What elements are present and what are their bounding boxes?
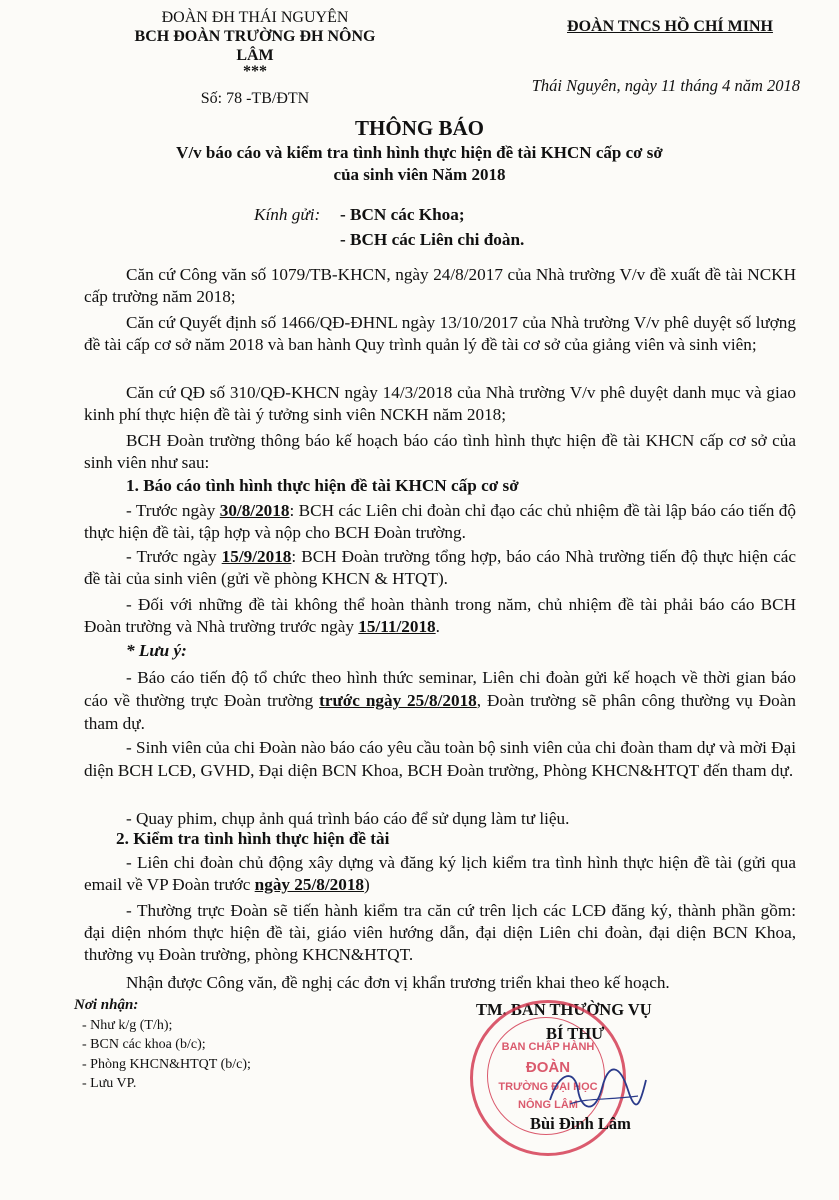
- issuer-line-2: BCH ĐOÀN TRƯỜNG ĐH NÔNG LÂM: [134, 28, 376, 64]
- section-1-item-a: - Trước ngày 30/8/2018: BCH các Liên chi đoàn chỉ đạo các chủ nhiệm đề tài lập báo cáo tiến độ thực hiện đề tài, tập hợp và nộp cho BCH Đoàn trường.: [84, 501, 796, 542]
- seal-line-1: BAN CHẤP HÀNH: [501, 1041, 595, 1053]
- seal-line-3: TRƯỜNG ĐẠI HỌC: [498, 1081, 598, 1093]
- seal-line-4: NÔNG LÂM: [518, 1099, 578, 1111]
- note-item-2: - Sinh viên của chi Đoàn nào báo cáo yêu cầu toàn bộ sinh viên của chi đoàn tham dự và mời Đại diện BCH LCĐ, GVHD, Đại diện BCN Khoa, BCH Đoàn trường, Phòng KHCN&HTQT đến tham dự.: [84, 738, 796, 780]
- section-1-item-b: - Trước ngày 15/9/2018: BCH Đoàn trường tổng hợp, báo cáo Nhà trường tiến độ thực hiện các đề tài của sinh viên (gửi về phòng KHCN & HTQT).: [84, 547, 796, 588]
- section-2-item-b: - Thường trực Đoàn sẽ tiến hành kiểm tra căn cứ trên lịch các LCĐ đăng ký, thành phần gồm: đại diện nhóm thực hiện đề tài, giáo viên hướng dẫn, đại diện Liên chi đoàn, đại diện BCN Khoa, thường vụ Đoàn trường, phòng KHCN&HTQT.: [84, 901, 796, 964]
- issuer-line-1: ĐOÀN ĐH THÁI NGUYÊN: [161, 9, 349, 26]
- signer-title: BÍ THƯ: [546, 1024, 605, 1043]
- intro-paragraph: BCH Đoàn trường thông báo kế hoạch báo cáo tình hình thực hiện đề tài KHCN cấp cơ sở của sinh viên như sau:: [84, 431, 796, 472]
- signer-name: Bùi Đình Lâm: [530, 1114, 631, 1133]
- recipient-1: - BCN các Khoa;: [340, 205, 465, 224]
- doc-title: THÔNG BÁO: [355, 116, 484, 140]
- section-2-heading: 2. Kiểm tra tình hình thực hiện đề tài: [116, 829, 390, 848]
- distribution-item: - Lưu VP.: [82, 1076, 137, 1091]
- section-2-item-a: - Liên chi đoàn chủ động xây dựng và đăng ký lịch kiểm tra tình hình thực hiện đề tài (gửi qua email về VP Đoàn trước ngày 25/8/2018): [84, 853, 796, 894]
- closing-paragraph: Nhận được Công văn, đề nghị các đơn vị khẩn trương triển khai theo kế hoạch.: [126, 973, 670, 992]
- note-heading: * Lưu ý:: [126, 641, 187, 660]
- document-date: Thái Nguyên, ngày 11 tháng 4 năm 2018: [531, 76, 800, 95]
- union-name: ĐOÀN TNCS HỒ CHÍ MINH: [567, 18, 773, 35]
- legal-basis-1: Căn cứ Công văn số 1079/TB-KHCN, ngày 24/8/2017 của Nhà trường V/v đề xuất đề tài NCKH cấp trường năm 2018;: [84, 265, 796, 306]
- note-item-3: - Quay phim, chụp ảnh quá trình báo cáo để sử dụng làm tư liệu.: [126, 809, 570, 828]
- recipient-2: - BCH các Liên chi đoàn.: [340, 230, 525, 249]
- distribution-item: - Phòng KHCN&HTQT (b/c);: [82, 1056, 251, 1072]
- handwritten-signature: [540, 1060, 650, 1120]
- signer-role: TM. BAN THƯỜNG VỤ: [476, 1000, 652, 1019]
- recipients-label: Kính gửi:: [254, 205, 321, 224]
- note-item-1: - Báo cáo tiến độ tổ chức theo hình thức seminar, Liên chi đoàn gửi kế hoạch về thời gian báo cáo về thường trực Đoàn trường trước ngày 25/8/2018, Đoàn trường sẽ phân công thường vụ Đoàn tham dự.: [84, 668, 796, 733]
- distribution-list: [74, 996, 251, 1094]
- issuer-stars: ***: [243, 63, 267, 80]
- seal-line-2: ĐOÀN: [525, 1059, 571, 1076]
- doc-subtitle-2: của sinh viên Năm 2018: [333, 165, 506, 184]
- legal-basis-2: Căn cứ Quyết định số 1466/QĐ-ĐHNL ngày 13/10/2017 của Nhà trường V/v phê duyệt số lượng đề tài cấp cơ sở năm 2018 và ban hành Quy trình quản lý đề tài cơ sở của giảng viên và sinh viên;: [84, 313, 796, 354]
- issuer-block: [115, 8, 395, 108]
- legal-basis-3: Căn cứ QĐ số 310/QĐ-KHCN ngày 14/3/2018 của Nhà trường V/v phê duyệt danh mục và giao kinh phí thực hiện đề tài ý tưởng sinh viên NCKH năm 2018;: [84, 383, 796, 424]
- document-number: Số: 78 -TB/ĐTN: [200, 90, 310, 107]
- distribution-item: - Như k/g (T/h);: [82, 1017, 173, 1033]
- section-1-heading: 1. Báo cáo tình hình thực hiện đề tài KHCN cấp cơ sở: [126, 476, 519, 495]
- section-1-item-c: - Đối với những đề tài không thể hoàn thành trong năm, chủ nhiệm đề tài phải báo cáo BCH Đoàn trường và Nhà trường trước ngày 15/11/2018.: [84, 595, 796, 636]
- distribution-label: Nơi nhận:: [74, 997, 139, 1013]
- distribution-item: - BCN các khoa (b/c);: [82, 1037, 206, 1052]
- doc-subtitle-1: V/v báo cáo và kiểm tra tình hình thực hiện đề tài KHCN cấp cơ sở: [176, 143, 663, 162]
